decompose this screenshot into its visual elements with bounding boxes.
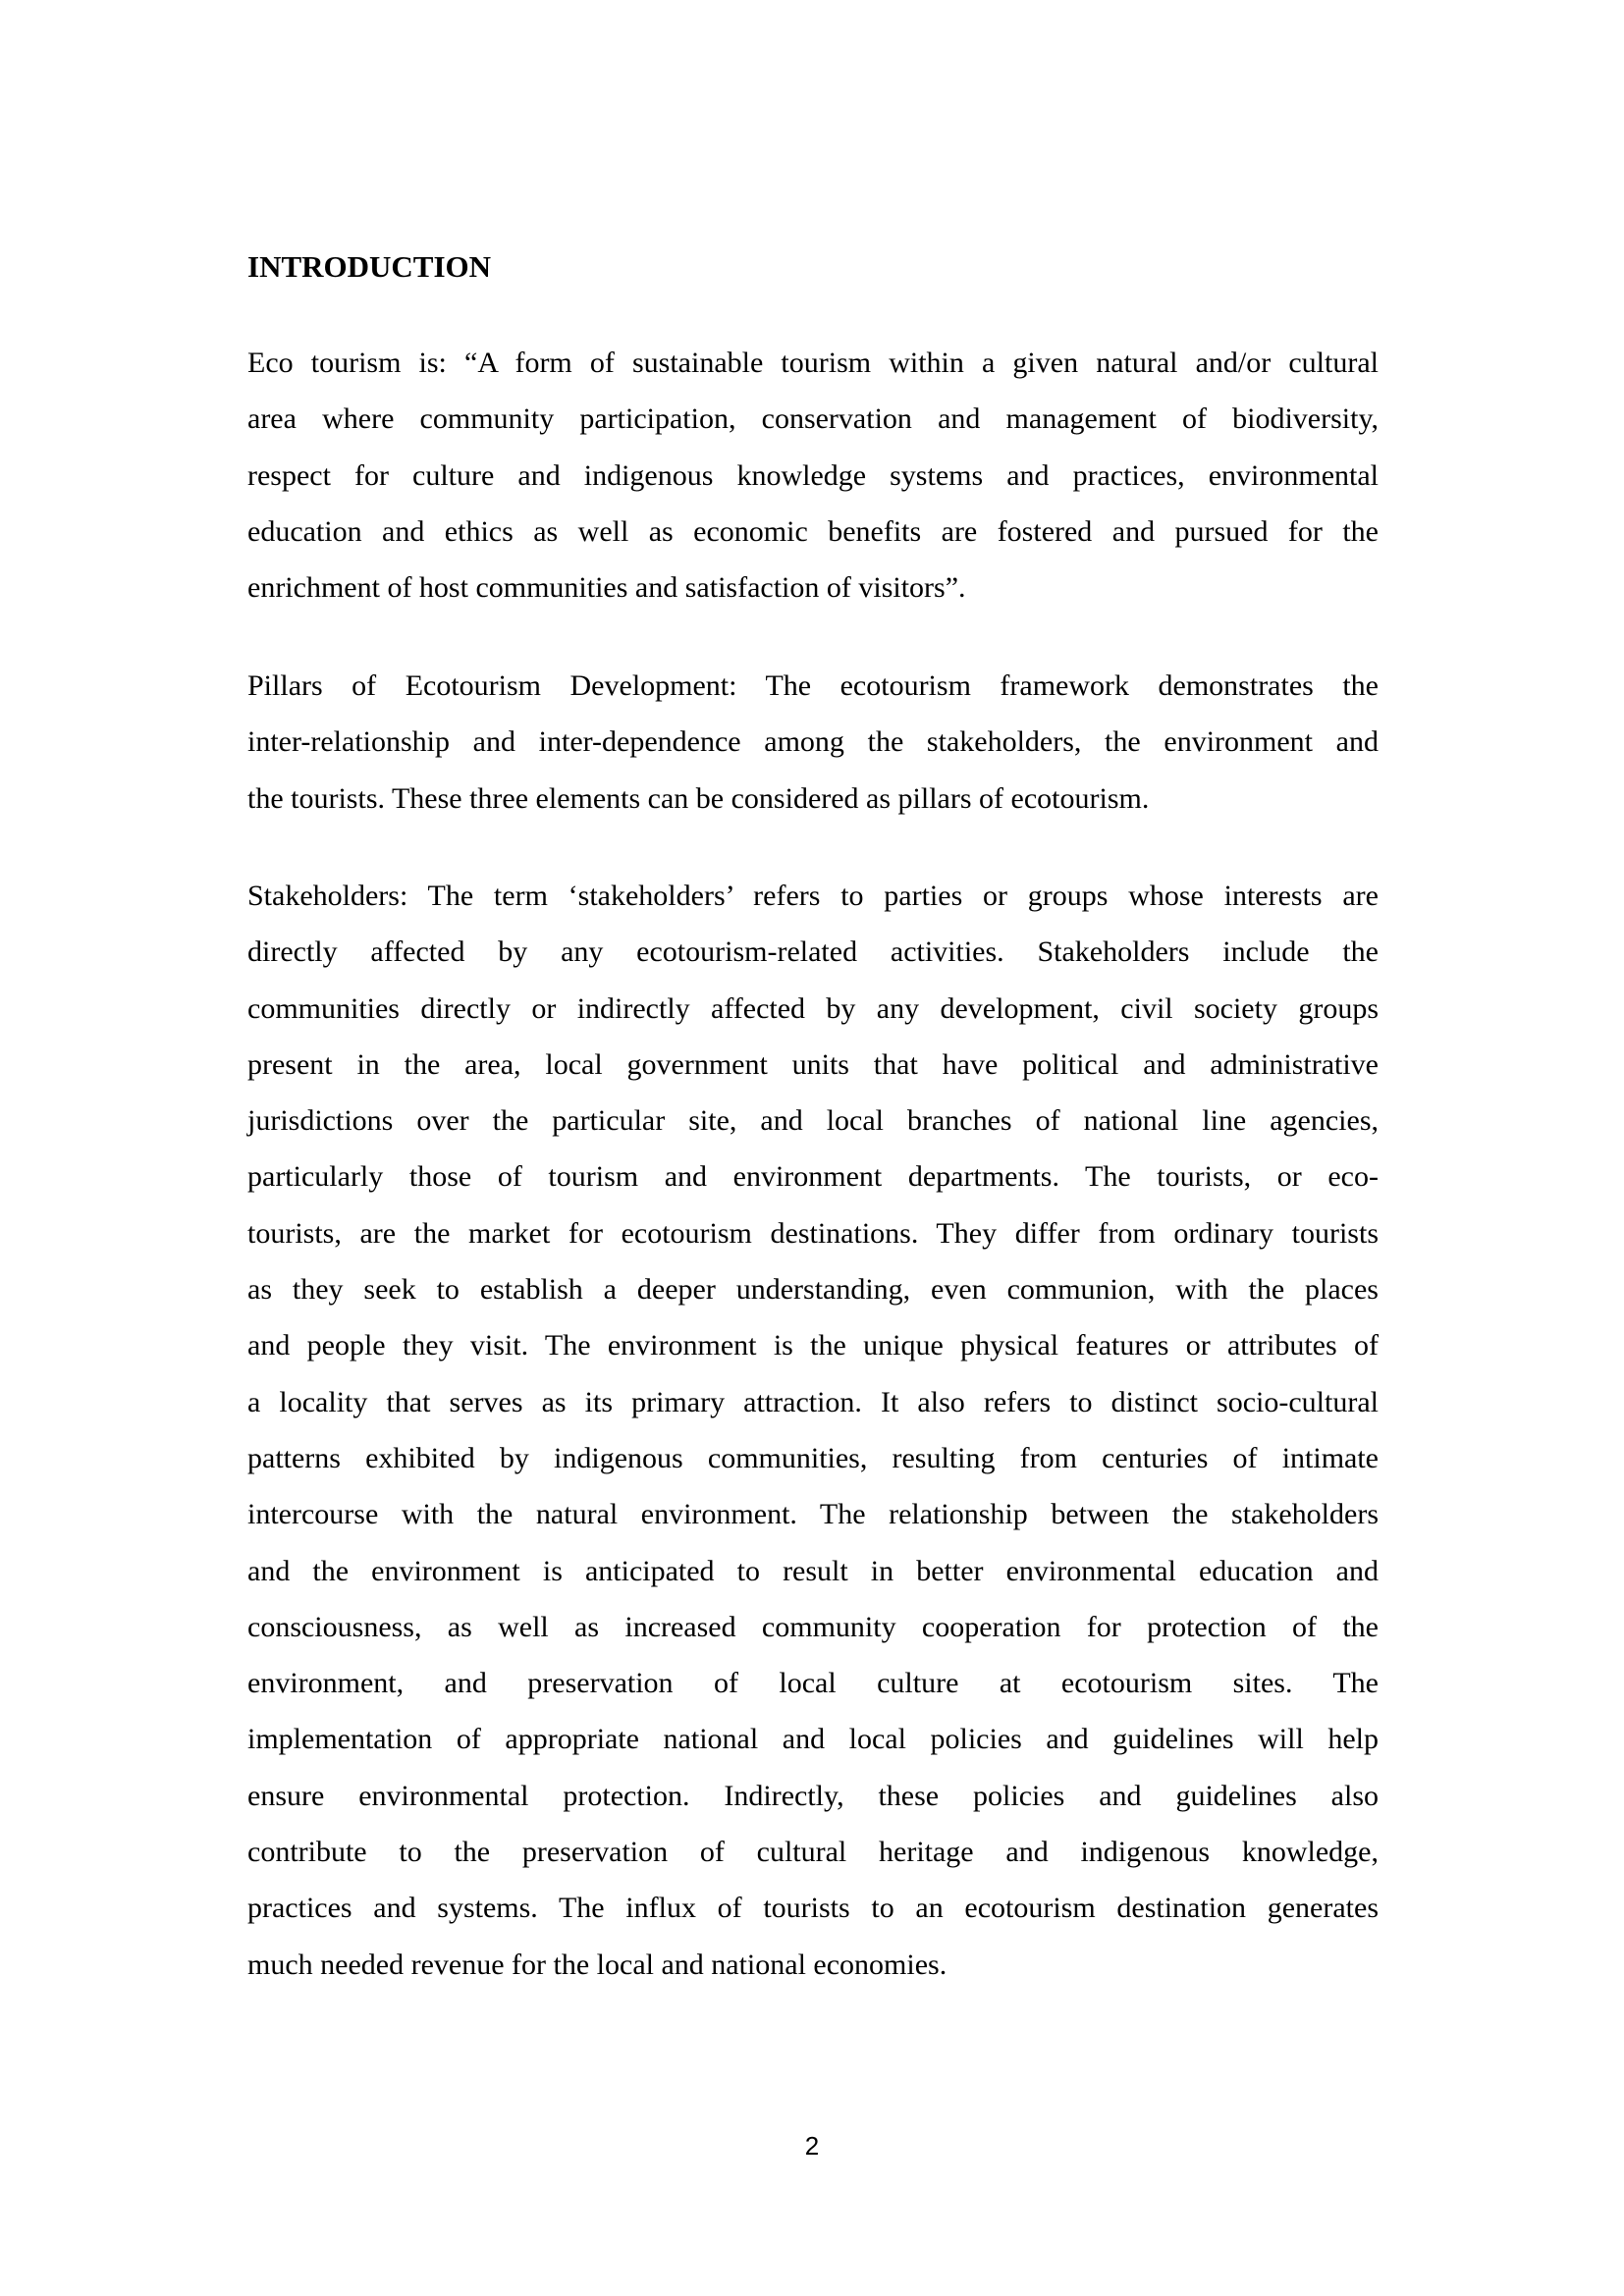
text-line: contribute to the preservation of cultural heritage and indigenous knowledge, (247, 1836, 1379, 1869)
text-line: much needed revenue for the local and national economies. (247, 1948, 947, 1981)
text-line: consciousness, as well as increased community cooperation for protection of the (247, 1610, 1379, 1643)
text-line: inter-relationship and inter-dependence among the stakeholders, the environment and (247, 725, 1379, 759)
text-line: intercourse with the natural environment. The relationship between the stakeholders (247, 1498, 1379, 1531)
text-line: enrichment of host communities and satisfaction of visitors”. (247, 571, 966, 605)
section-heading: INTRODUCTION (247, 249, 492, 284)
text-line: practices and systems. The influx of tourists to an ecotourism destination generates (247, 1892, 1379, 1925)
text-line: jurisdictions over the particular site, and local branches of national line agencies, (247, 1104, 1379, 1138)
text-line: respect for culture and indigenous knowledge systems and practices, environmental (247, 458, 1379, 492)
paragraph-definition (247, 335, 1379, 615)
paragraph-pillars (247, 658, 1379, 827)
text-line: area where community participation, conservation and management of biodiversity, (247, 402, 1379, 436)
text-line: environment, and preservation of local culture at ecotourism sites. The (247, 1667, 1379, 1700)
page-number: 2 (804, 2131, 820, 2161)
text-line: and the environment is anticipated to result in better environmental education and (247, 1554, 1379, 1587)
text-line: as they seek to establish a deeper understanding, even communion, with the places (247, 1273, 1379, 1307)
text-line: Eco tourism is: “A form of sustainable tourism within a given natural and/or cultural (247, 347, 1379, 379)
text-line: patterns exhibited by indigenous communities, resulting from centuries of intimate (247, 1441, 1379, 1474)
text-line: and people they visit. The environment is the unique physical features or attributes of (247, 1329, 1379, 1362)
text-line: present in the area, local government units that have political and administrative (247, 1047, 1379, 1081)
text-line: the tourists. These three elements can be considered as pillars of ecotourism. (247, 781, 1150, 815)
text-line: particularly those of tourism and environment departments. The tourists, or eco- (247, 1160, 1379, 1194)
text-line: communities directly or indirectly affected by any development, civil society groups (247, 991, 1379, 1025)
text-line: directly affected by any ecotourism-related activities. Stakeholders include the (247, 935, 1379, 969)
text-line: implementation of appropriate national and local policies and guidelines will help (247, 1723, 1379, 1756)
text-line: a locality that serves as its primary attraction. It also refers to distinct socio-cultural (247, 1385, 1379, 1418)
text-line: Pillars of Ecotourism Development: The ecotourism framework demonstrates the (247, 669, 1379, 702)
text-line: tourists, are the market for ecotourism destinations. They differ from ordinary tourists (247, 1216, 1379, 1250)
text-line: education and ethics as well as economic benefits are fostered and pursued for the (247, 514, 1379, 548)
paragraph-stakeholders (247, 868, 1379, 1993)
text-line: Stakeholders: The term ‘stakeholders’ refers to parties or groups whose interests are (247, 880, 1379, 912)
text-line: ensure environmental protection. Indirectly, these policies and guidelines also (247, 1779, 1379, 1812)
